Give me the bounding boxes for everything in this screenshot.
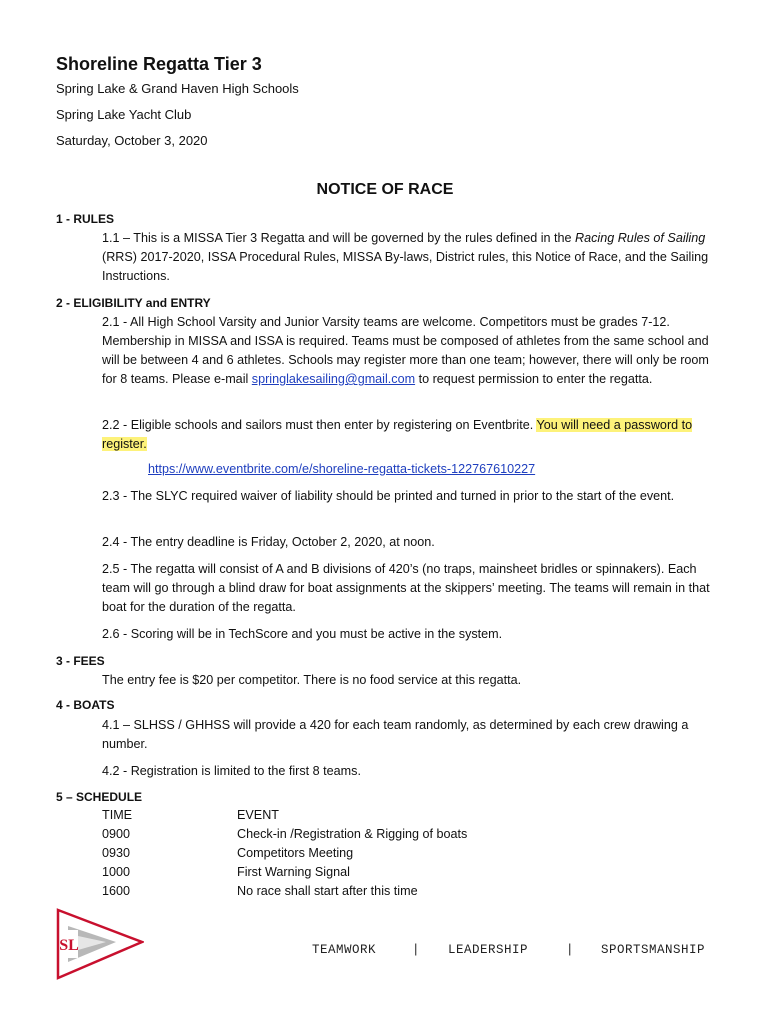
boats-paragraph-4-1: 4.1 – SLHSS / GHHSS will provide a 420 for each team randomly, as determined by each crew drawing a number. xyxy=(102,718,689,751)
email-link[interactable]: springlakesailing@gmail.com xyxy=(251,372,416,386)
rules-paragraph xyxy=(102,229,720,286)
footer-separator: | xyxy=(566,943,575,957)
schedule-col-event: EVENT xyxy=(237,808,279,822)
eligibility-paragraph-2-3: 2.3 - The SLYC required waiver of liability should be printed and turned in prior to the start of the event. xyxy=(102,489,675,503)
footer-separator: | xyxy=(412,943,421,957)
footer-teamwork: TEAMWORK xyxy=(312,943,377,957)
section-schedule-heading: 5 – SCHEDULE xyxy=(56,790,143,804)
schedule-row-time: 0900 xyxy=(102,827,131,841)
footer-leadership: LEADERSHIP xyxy=(448,943,529,957)
section-eligibility-heading: 2 - ELIGIBILITY and ENTRY xyxy=(56,296,211,310)
eligibility-text-b: to request permission to enter the regatta. xyxy=(415,372,653,386)
footer-sportsmanship: SPORTSMANSHIP xyxy=(601,943,706,957)
fees-paragraph: The entry fee is $20 per competitor. There is no food service at this regatta. xyxy=(102,673,522,687)
header-date: Saturday, October 3, 2020 xyxy=(56,133,208,148)
rules-text-a: 1.1 – This is a MISSA Tier 3 Regatta and will be governed by the rules defined in the xyxy=(102,231,576,245)
schedule-row-event: Check-in /Registration & Rigging of boats xyxy=(237,827,468,841)
header-venue: Spring Lake Yacht Club xyxy=(56,107,192,122)
eligibility-paragraph-2-1 xyxy=(102,313,720,389)
boats-paragraph-4-2: 4.2 - Registration is limited to the first 8 teams. xyxy=(102,764,361,778)
schedule-row-event: First Warning Signal xyxy=(237,865,350,879)
eligibility-paragraph-2-5: 2.5 - The regatta will consist of A and B divisions of 420’s (no traps, mainsheet bridles or spinnakers). Each team will go through a blind draw for boat assignments at the skippers’ meeting. The teams will remain in that boat for the duration of the regatta. xyxy=(102,562,710,614)
schedule-row-time: 0930 xyxy=(102,846,131,860)
schedule-col-time: TIME xyxy=(102,808,133,822)
rules-text-italic: Racing Rules of Sailing xyxy=(575,231,706,245)
eligibility-paragraph-2-2 xyxy=(102,416,720,454)
eligibility-paragraph-2-6: 2.6 - Scoring will be in TechScore and you must be active in the system. xyxy=(102,627,503,641)
header-schools: Spring Lake & Grand Haven High Schools xyxy=(56,81,299,96)
schedule-row-event: Competitors Meeting xyxy=(237,846,354,860)
svg-text:SL: SL xyxy=(59,937,79,954)
eventbrite-text: 2.2 - Eligible schools and sailors must then enter by registering on Eventbrite. xyxy=(102,418,537,432)
notice-title: NOTICE OF RACE xyxy=(316,181,454,198)
eligibility-paragraph-2-4: 2.4 - The entry deadline is Friday, October 2, 2020, at noon. xyxy=(102,535,435,549)
page-title: Shoreline Regatta Tier 3 xyxy=(56,54,262,74)
password-highlight: You will need a password to register. xyxy=(102,418,693,451)
rules-text-b: (RRS) 2017-2020, ISSA Procedural Rules, MISSA By-laws, District rules, this Notice of Race, and the Sailing Instructions. xyxy=(102,250,709,283)
schedule-row-event: No race shall start after this time xyxy=(237,884,418,898)
schedule-row-time: 1600 xyxy=(102,884,131,898)
schedule-row-time: 1000 xyxy=(102,865,131,879)
section-boats-heading: 4 - BOATS xyxy=(56,698,115,712)
section-fees-heading: 3 - FEES xyxy=(56,654,105,668)
eligibility-text-a: 2.1 - All High School Varsity and Junior Varsity teams are welcome. Competitors must be grades 7-12. Membership in MISSA and ISSA is required. Teams must be composed of athletes from the same school and will be between 4 and 6 athletes. Schools may register more than one team; however, there will only be room for 8 teams. Please e-mail xyxy=(102,315,709,386)
section-rules-heading: 1 - RULES xyxy=(56,212,115,226)
eventbrite-link[interactable]: https://www.eventbrite.com/e/shoreline-regatta-tickets-122767610227 xyxy=(148,462,536,476)
club-pennant-logo-icon xyxy=(56,908,144,980)
